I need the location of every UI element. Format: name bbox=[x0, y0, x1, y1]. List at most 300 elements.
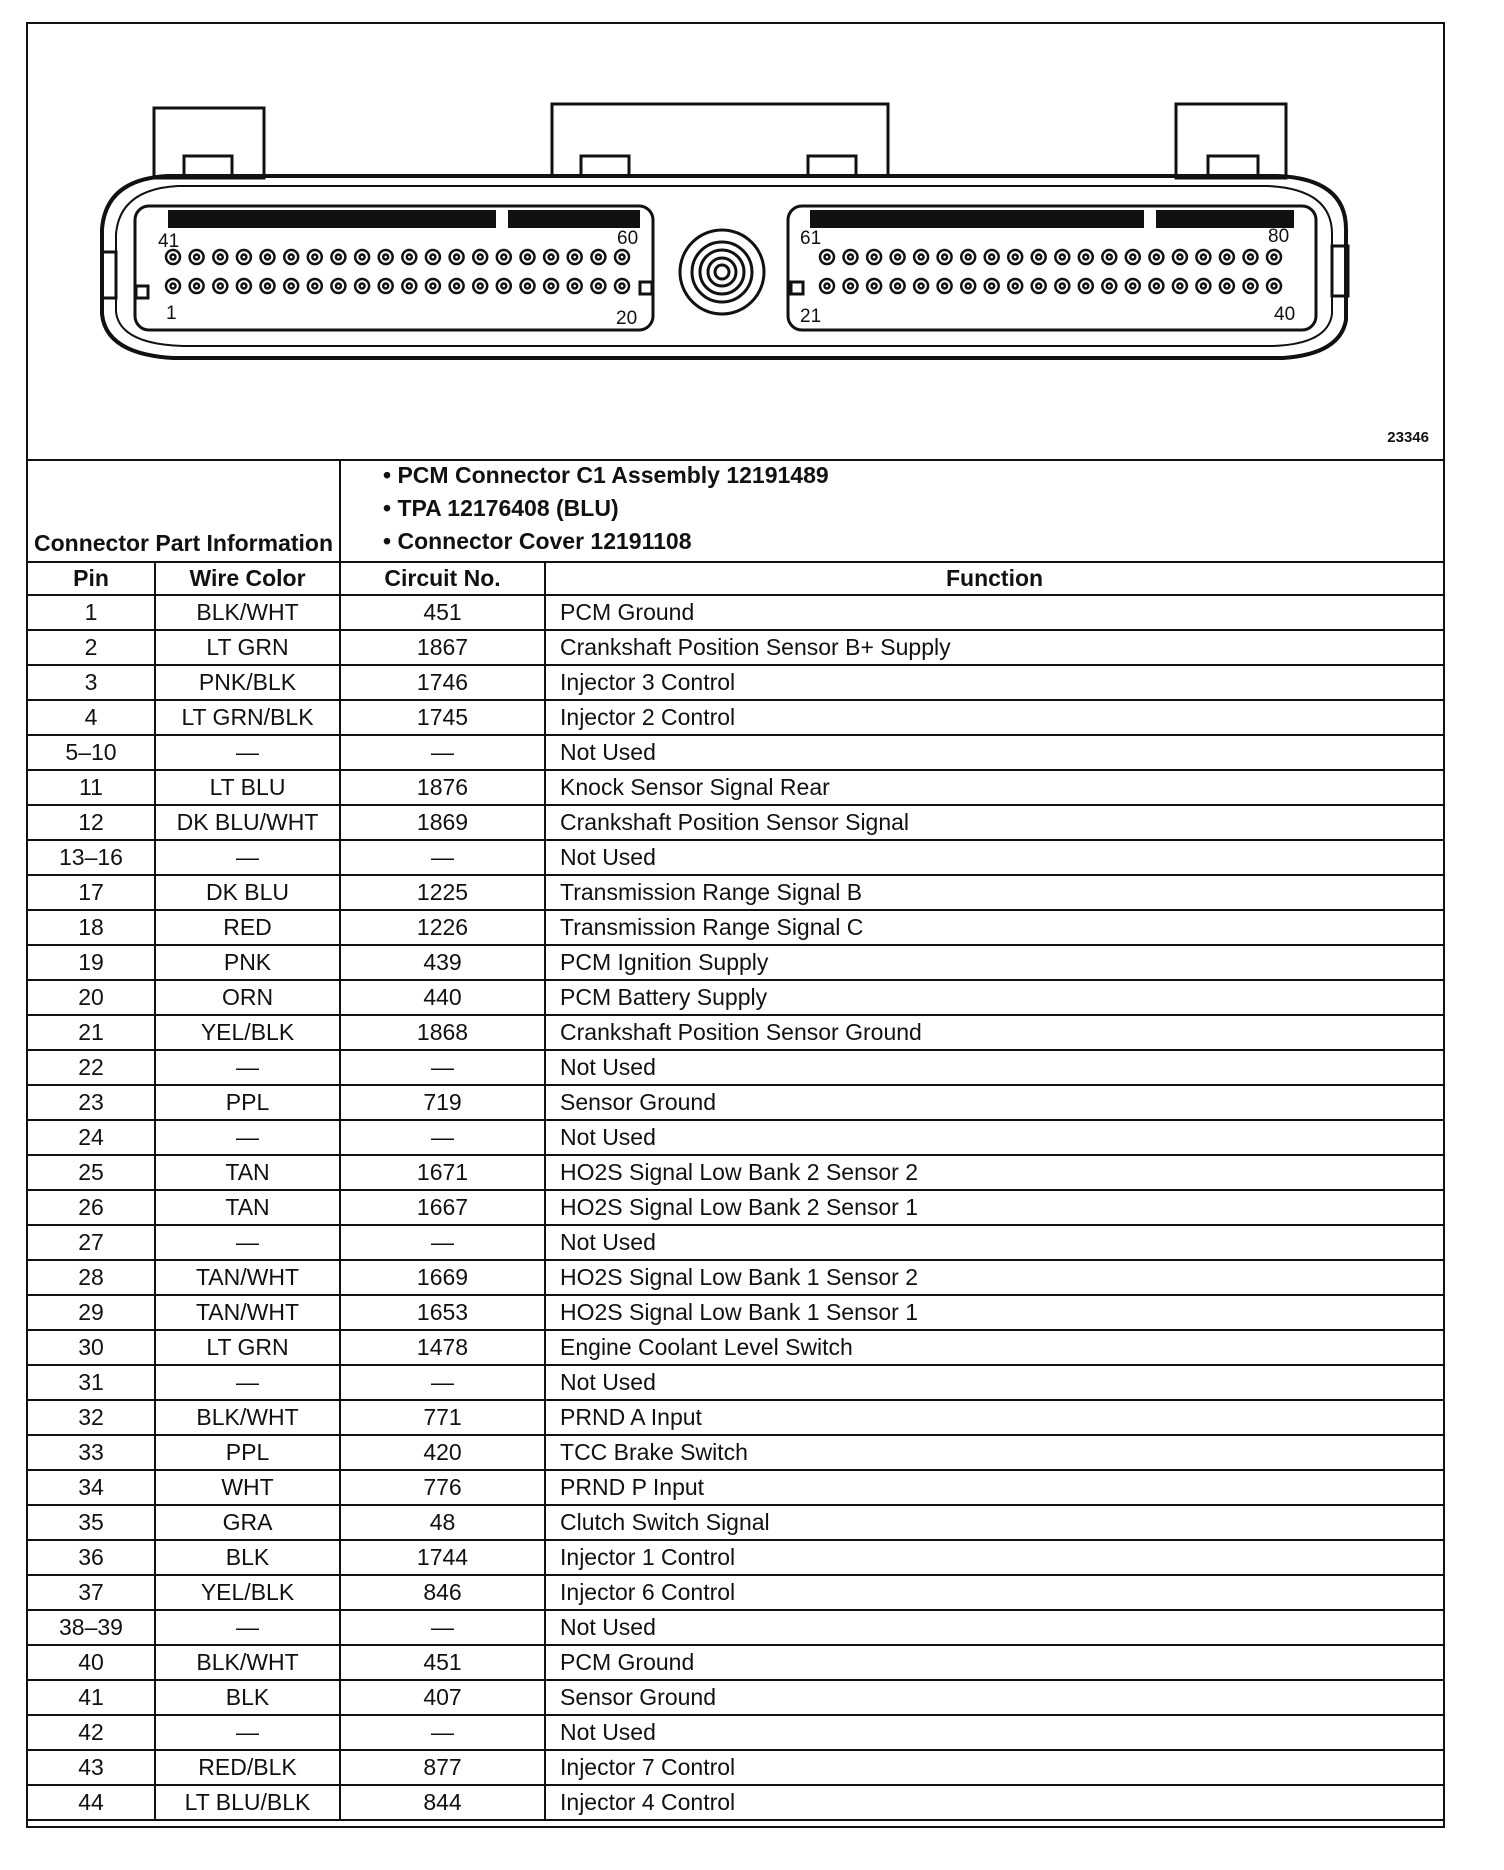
circuit-cell: — bbox=[340, 1365, 545, 1400]
connector-pin-center bbox=[1272, 284, 1277, 289]
connector-pin bbox=[820, 279, 834, 293]
pin-label-61: 61 bbox=[800, 228, 822, 249]
pin-cell: 24 bbox=[28, 1120, 155, 1155]
circuit-cell: 844 bbox=[340, 1785, 545, 1820]
table-row bbox=[28, 1435, 1443, 1470]
connector-pin-center bbox=[171, 284, 176, 289]
connector-pin bbox=[521, 279, 535, 293]
connector-pin bbox=[190, 250, 204, 264]
wire-color-cell: — bbox=[155, 735, 340, 770]
connector-pin bbox=[1055, 279, 1069, 293]
connector-pin-center bbox=[1224, 255, 1229, 260]
pin-cell: 33 bbox=[28, 1435, 155, 1470]
table-row bbox=[28, 1155, 1443, 1190]
wire-color-cell: BLK bbox=[155, 1680, 340, 1715]
connector-pin bbox=[891, 279, 905, 293]
pin-cell: 19 bbox=[28, 945, 155, 980]
circuit-cell: — bbox=[340, 1715, 545, 1750]
connector-pin bbox=[1032, 250, 1046, 264]
circuit-cell: 719 bbox=[340, 1085, 545, 1120]
wire-color-cell: TAN/WHT bbox=[155, 1260, 340, 1295]
connector-pin bbox=[615, 279, 629, 293]
connector-pin bbox=[591, 250, 605, 264]
connector-pin-center bbox=[942, 284, 947, 289]
connector-pin-center bbox=[525, 284, 530, 289]
connector-pin-center bbox=[942, 255, 947, 260]
circuit-cell: 1876 bbox=[340, 770, 545, 805]
circuit-cell: 1226 bbox=[340, 910, 545, 945]
function-cell: PCM Ground bbox=[545, 595, 1443, 630]
wire-color-cell: LT GRN bbox=[155, 630, 340, 665]
connector-pin-center bbox=[241, 284, 246, 289]
wire-color-cell: PPL bbox=[155, 1085, 340, 1120]
connector-pin-center bbox=[1248, 284, 1253, 289]
pin-cell: 2 bbox=[28, 630, 155, 665]
connector-pin-center bbox=[1060, 284, 1065, 289]
wire-color-cell: LT GRN bbox=[155, 1330, 340, 1365]
pin-cell: 5–10 bbox=[28, 735, 155, 770]
connector-pin-center bbox=[1013, 255, 1018, 260]
function-cell: Knock Sensor Signal Rear bbox=[545, 770, 1443, 805]
wire-color-cell: TAN bbox=[155, 1190, 340, 1225]
connector-info-row bbox=[28, 459, 1443, 562]
connector-pin-center bbox=[289, 255, 294, 260]
connector-pin bbox=[961, 279, 975, 293]
right-latch bbox=[1176, 104, 1286, 178]
connector-pin-center bbox=[895, 284, 900, 289]
circuit-cell: — bbox=[340, 1120, 545, 1155]
connector-pin-center bbox=[1107, 284, 1112, 289]
table-row bbox=[28, 735, 1443, 770]
circuit-cell: 1744 bbox=[340, 1540, 545, 1575]
document-frame bbox=[26, 22, 1445, 1828]
connector-pin-center bbox=[549, 284, 554, 289]
connector-part-info-label: Connector Part Information bbox=[28, 459, 340, 562]
connector-pin-center bbox=[1201, 284, 1206, 289]
connector-pin-center bbox=[1177, 255, 1182, 260]
connector-pin-center bbox=[383, 255, 388, 260]
pinout-table bbox=[28, 459, 1443, 1821]
pin-label-20: 20 bbox=[616, 308, 638, 329]
connector-pin bbox=[402, 250, 416, 264]
connector-pin bbox=[1079, 250, 1093, 264]
pin-cell: 44 bbox=[28, 1785, 155, 1820]
pin-cell: 4 bbox=[28, 700, 155, 735]
pin-label-1: 1 bbox=[166, 303, 177, 324]
wire-color-cell: BLK/WHT bbox=[155, 1645, 340, 1680]
connector-pin-center bbox=[478, 255, 483, 260]
pin-cell: 23 bbox=[28, 1085, 155, 1120]
connector-pin bbox=[1196, 250, 1210, 264]
function-cell: Sensor Ground bbox=[545, 1680, 1443, 1715]
connector-pin-center bbox=[1083, 255, 1088, 260]
connector-pin-center bbox=[989, 284, 994, 289]
connector-pin-center bbox=[825, 284, 830, 289]
pin-label-80: 80 bbox=[1268, 226, 1290, 247]
function-cell: Crankshaft Position Sensor B+ Supply bbox=[545, 630, 1443, 665]
table-row bbox=[28, 1365, 1443, 1400]
connector-pin-center bbox=[1130, 284, 1135, 289]
connector-drawing bbox=[28, 24, 1443, 459]
pin-cell: 22 bbox=[28, 1050, 155, 1085]
pin-cell: 21 bbox=[28, 1015, 155, 1050]
wire-color-cell: RED/BLK bbox=[155, 1750, 340, 1785]
connector-pin-center bbox=[1036, 284, 1041, 289]
circuit-cell: — bbox=[340, 1050, 545, 1085]
connector-pin bbox=[450, 250, 464, 264]
table-row bbox=[28, 1680, 1443, 1715]
circuit-cell: — bbox=[340, 735, 545, 770]
left-latch bbox=[154, 108, 264, 178]
connector-pin bbox=[820, 250, 834, 264]
connector-pin bbox=[938, 250, 952, 264]
connector-pin-center bbox=[895, 255, 900, 260]
function-cell: Not Used bbox=[545, 1715, 1443, 1750]
connector-pin bbox=[497, 279, 511, 293]
connector-pin bbox=[213, 250, 227, 264]
connector-pin-center bbox=[454, 255, 459, 260]
connector-pin-center bbox=[1107, 255, 1112, 260]
wire-color-header: Wire Color bbox=[155, 562, 340, 595]
circuit-cell: — bbox=[340, 840, 545, 875]
circuit-cell: 451 bbox=[340, 1645, 545, 1680]
table-row bbox=[28, 770, 1443, 805]
circuit-cell: 1746 bbox=[340, 665, 545, 700]
pin-cell: 36 bbox=[28, 1540, 155, 1575]
connector-pin-center bbox=[407, 284, 412, 289]
table-row bbox=[28, 1260, 1443, 1295]
circuit-cell: 439 bbox=[340, 945, 545, 980]
circuit-cell: 1868 bbox=[340, 1015, 545, 1050]
function-cell: Not Used bbox=[545, 840, 1443, 875]
connector-pin-center bbox=[1224, 284, 1229, 289]
function-cell: Injector 3 Control bbox=[545, 665, 1443, 700]
function-cell: Injector 6 Control bbox=[545, 1575, 1443, 1610]
connector-pin-center bbox=[383, 284, 388, 289]
part-item: • PCM Connector C1 Assembly 12191489 bbox=[383, 462, 829, 488]
connector-pin-center bbox=[1083, 284, 1088, 289]
connector-pin bbox=[1126, 250, 1140, 264]
connector-pin-center bbox=[919, 284, 924, 289]
connector-pin bbox=[1032, 279, 1046, 293]
circuit-cell: 440 bbox=[340, 980, 545, 1015]
wire-color-cell: ORN bbox=[155, 980, 340, 1015]
connector-pin bbox=[237, 250, 251, 264]
circuit-cell: 1653 bbox=[340, 1295, 545, 1330]
connector-pin bbox=[1008, 279, 1022, 293]
pin-cell: 35 bbox=[28, 1505, 155, 1540]
table-row bbox=[28, 665, 1443, 700]
wire-color-cell: PPL bbox=[155, 1435, 340, 1470]
wire-color-cell: WHT bbox=[155, 1470, 340, 1505]
connector-pin bbox=[1149, 279, 1163, 293]
connector-pin bbox=[844, 250, 858, 264]
pin-cell: 40 bbox=[28, 1645, 155, 1680]
connector-pin-center bbox=[596, 255, 601, 260]
circuit-cell: — bbox=[340, 1225, 545, 1260]
table-row bbox=[28, 1750, 1443, 1785]
connector-pin bbox=[473, 250, 487, 264]
connector-pin bbox=[1267, 250, 1281, 264]
wire-color-cell: — bbox=[155, 1050, 340, 1085]
function-cell: TCC Brake Switch bbox=[545, 1435, 1443, 1470]
table-row bbox=[28, 1015, 1443, 1050]
pin-cell: 17 bbox=[28, 875, 155, 910]
connector-pin-center bbox=[1272, 255, 1277, 260]
table-row bbox=[28, 1505, 1443, 1540]
table-row bbox=[28, 1190, 1443, 1225]
connector-pin-center bbox=[620, 255, 625, 260]
connector-pin-center bbox=[336, 255, 341, 260]
connector-pin bbox=[961, 250, 975, 264]
connector-pin-center bbox=[1013, 284, 1018, 289]
connector-pin bbox=[544, 250, 558, 264]
function-cell: Not Used bbox=[545, 1120, 1443, 1155]
wire-color-cell: BLK/WHT bbox=[155, 1400, 340, 1435]
connector-pin-center bbox=[1130, 255, 1135, 260]
table-row bbox=[28, 910, 1443, 945]
connector-pin bbox=[166, 250, 180, 264]
connector-pin-center bbox=[872, 284, 877, 289]
connector-pin bbox=[284, 250, 298, 264]
connector-pin bbox=[355, 250, 369, 264]
function-cell: Crankshaft Position Sensor Signal bbox=[545, 805, 1443, 840]
wire-color-cell: PNK bbox=[155, 945, 340, 980]
function-cell: HO2S Signal Low Bank 2 Sensor 1 bbox=[545, 1190, 1443, 1225]
connector-pin-center bbox=[572, 255, 577, 260]
connector-pin-center bbox=[478, 284, 483, 289]
wire-color-cell: — bbox=[155, 1715, 340, 1750]
function-cell: Clutch Switch Signal bbox=[545, 1505, 1443, 1540]
connector-pin bbox=[1102, 279, 1116, 293]
function-cell: PCM Ignition Supply bbox=[545, 945, 1443, 980]
circuit-cell: 771 bbox=[340, 1400, 545, 1435]
connector-pin-center bbox=[430, 255, 435, 260]
connector-pin bbox=[450, 279, 464, 293]
connector-pin bbox=[568, 250, 582, 264]
function-cell: Transmission Range Signal B bbox=[545, 875, 1443, 910]
connector-pin bbox=[914, 250, 928, 264]
circuit-cell: 1667 bbox=[340, 1190, 545, 1225]
connector-pin bbox=[1196, 279, 1210, 293]
wire-color-cell: — bbox=[155, 1225, 340, 1260]
pin-cell: 34 bbox=[28, 1470, 155, 1505]
wire-color-cell: YEL/BLK bbox=[155, 1015, 340, 1050]
connector-pin-center bbox=[848, 255, 853, 260]
connector-pin bbox=[426, 279, 440, 293]
circuit-cell: 1669 bbox=[340, 1260, 545, 1295]
connector-pin bbox=[1173, 279, 1187, 293]
circuit-header: Circuit No. bbox=[340, 562, 545, 595]
connector-pin bbox=[1173, 250, 1187, 264]
connector-pin bbox=[914, 279, 928, 293]
connector-pin-center bbox=[596, 284, 601, 289]
connector-pin bbox=[1220, 250, 1234, 264]
pin-cell: 30 bbox=[28, 1330, 155, 1365]
connector-pin bbox=[544, 279, 558, 293]
connector-pin-center bbox=[1177, 284, 1182, 289]
pin-cell: 42 bbox=[28, 1715, 155, 1750]
circuit-cell: 877 bbox=[340, 1750, 545, 1785]
connector-pin-center bbox=[194, 255, 199, 260]
table-row bbox=[28, 1785, 1443, 1820]
pin-cell: 11 bbox=[28, 770, 155, 805]
connector-pin-center bbox=[1154, 255, 1159, 260]
function-cell: Sensor Ground bbox=[545, 1085, 1443, 1120]
pin-cell: 27 bbox=[28, 1225, 155, 1260]
wire-color-cell: LT BLU/BLK bbox=[155, 1785, 340, 1820]
table-row bbox=[28, 840, 1443, 875]
wire-color-cell: GRA bbox=[155, 1505, 340, 1540]
function-cell: Transmission Range Signal C bbox=[545, 910, 1443, 945]
table-row bbox=[28, 595, 1443, 630]
connector-pin-center bbox=[289, 284, 294, 289]
wire-color-cell: BLK bbox=[155, 1540, 340, 1575]
function-cell: PCM Ground bbox=[545, 1645, 1443, 1680]
pin-label-41: 41 bbox=[158, 231, 180, 252]
connector-pin bbox=[1244, 250, 1258, 264]
function-cell: Not Used bbox=[545, 1610, 1443, 1645]
wire-color-cell: — bbox=[155, 1365, 340, 1400]
wire-color-cell: TAN bbox=[155, 1155, 340, 1190]
connector-pin bbox=[284, 279, 298, 293]
wire-color-cell: LT GRN/BLK bbox=[155, 700, 340, 735]
connector-pin-center bbox=[218, 255, 223, 260]
connector-pin-center bbox=[454, 284, 459, 289]
connector-pin bbox=[867, 250, 881, 264]
pin-label-40: 40 bbox=[1274, 304, 1296, 325]
pin-header: Pin bbox=[28, 562, 155, 595]
pin-cell: 13–16 bbox=[28, 840, 155, 875]
connector-pin-center bbox=[194, 284, 199, 289]
table-row bbox=[28, 1225, 1443, 1260]
pin-cell: 32 bbox=[28, 1400, 155, 1435]
circuit-cell: 1869 bbox=[340, 805, 545, 840]
wire-color-cell: — bbox=[155, 1120, 340, 1155]
connector-pin-center bbox=[1154, 284, 1159, 289]
connector-pin bbox=[1102, 250, 1116, 264]
circuit-cell: — bbox=[340, 1610, 545, 1645]
circuit-cell: 846 bbox=[340, 1575, 545, 1610]
connector-pin bbox=[1008, 250, 1022, 264]
connector-pin bbox=[213, 279, 227, 293]
connector-pin bbox=[521, 250, 535, 264]
pin-cell: 38–39 bbox=[28, 1610, 155, 1645]
connector-pin-center bbox=[218, 284, 223, 289]
wire-color-cell: DK BLU/WHT bbox=[155, 805, 340, 840]
connector-pin bbox=[1267, 279, 1281, 293]
function-cell: Injector 1 Control bbox=[545, 1540, 1443, 1575]
connector-pin-center bbox=[549, 255, 554, 260]
table-row bbox=[28, 980, 1443, 1015]
function-cell: Crankshaft Position Sensor Ground bbox=[545, 1015, 1443, 1050]
function-cell: Injector 7 Control bbox=[545, 1750, 1443, 1785]
connector-pin bbox=[568, 279, 582, 293]
connector-pin bbox=[331, 250, 345, 264]
table-row bbox=[28, 1295, 1443, 1330]
circuit-cell: 1225 bbox=[340, 875, 545, 910]
connector-pin-center bbox=[848, 284, 853, 289]
connector-pin-center bbox=[501, 255, 506, 260]
connector-pin bbox=[985, 250, 999, 264]
table-row bbox=[28, 1645, 1443, 1680]
pin-cell: 20 bbox=[28, 980, 155, 1015]
connector-pin-center bbox=[966, 255, 971, 260]
pin-cell: 3 bbox=[28, 665, 155, 700]
wire-color-cell: YEL/BLK bbox=[155, 1575, 340, 1610]
connector-pin bbox=[331, 279, 345, 293]
function-cell: PRND A Input bbox=[545, 1400, 1443, 1435]
connector-pin-center bbox=[989, 255, 994, 260]
connector-pin-center bbox=[620, 284, 625, 289]
table-row bbox=[28, 1610, 1443, 1645]
table-row bbox=[28, 1085, 1443, 1120]
function-cell: Injector 2 Control bbox=[545, 700, 1443, 735]
function-cell: HO2S Signal Low Bank 1 Sensor 2 bbox=[545, 1260, 1443, 1295]
pin-label-21: 21 bbox=[800, 306, 822, 327]
connector-pin bbox=[497, 250, 511, 264]
connector-pin-center bbox=[265, 255, 270, 260]
connector-pin-center bbox=[572, 284, 577, 289]
function-cell: HO2S Signal Low Bank 1 Sensor 1 bbox=[545, 1295, 1443, 1330]
circuit-cell: 407 bbox=[340, 1680, 545, 1715]
table-body bbox=[28, 595, 1443, 1820]
center-latch bbox=[552, 104, 888, 176]
pin-cell: 1 bbox=[28, 595, 155, 630]
table-row bbox=[28, 1330, 1443, 1365]
pin-cell: 12 bbox=[28, 805, 155, 840]
connector-pin-center bbox=[825, 255, 830, 260]
table-row bbox=[28, 945, 1443, 980]
connector-pin bbox=[308, 250, 322, 264]
connector-pin bbox=[1149, 250, 1163, 264]
pin-label-60: 60 bbox=[617, 228, 639, 249]
figure-number: 23346 bbox=[1387, 429, 1429, 446]
table-row bbox=[28, 875, 1443, 910]
connector-pin-center bbox=[171, 255, 176, 260]
function-cell: PCM Battery Supply bbox=[545, 980, 1443, 1015]
function-cell: Engine Coolant Level Switch bbox=[545, 1330, 1443, 1365]
circuit-cell: 451 bbox=[340, 595, 545, 630]
pin-cell: 31 bbox=[28, 1365, 155, 1400]
connector-pin bbox=[891, 250, 905, 264]
function-cell: Not Used bbox=[545, 735, 1443, 770]
connector-pin-center bbox=[360, 284, 365, 289]
function-cell: HO2S Signal Low Bank 2 Sensor 2 bbox=[545, 1155, 1443, 1190]
circuit-cell: 1478 bbox=[340, 1330, 545, 1365]
connector-pin-center bbox=[501, 284, 506, 289]
wire-color-cell: BLK/WHT bbox=[155, 595, 340, 630]
connector-pin-center bbox=[360, 255, 365, 260]
pin-cell: 26 bbox=[28, 1190, 155, 1225]
connector-pin-center bbox=[919, 255, 924, 260]
connector-pin-center bbox=[1060, 255, 1065, 260]
connector-pin-center bbox=[336, 284, 341, 289]
table-row bbox=[28, 1715, 1443, 1750]
wire-color-cell: TAN/WHT bbox=[155, 1295, 340, 1330]
connector-pin-center bbox=[312, 255, 317, 260]
table-row bbox=[28, 1120, 1443, 1155]
pin-cell: 29 bbox=[28, 1295, 155, 1330]
table-row bbox=[28, 1575, 1443, 1610]
connector-pin bbox=[938, 279, 952, 293]
wire-color-cell: — bbox=[155, 840, 340, 875]
function-cell: PRND P Input bbox=[545, 1470, 1443, 1505]
connector-pin bbox=[379, 279, 393, 293]
connector-pin-center bbox=[407, 255, 412, 260]
connector-pin bbox=[402, 279, 416, 293]
connector-pin bbox=[867, 279, 881, 293]
